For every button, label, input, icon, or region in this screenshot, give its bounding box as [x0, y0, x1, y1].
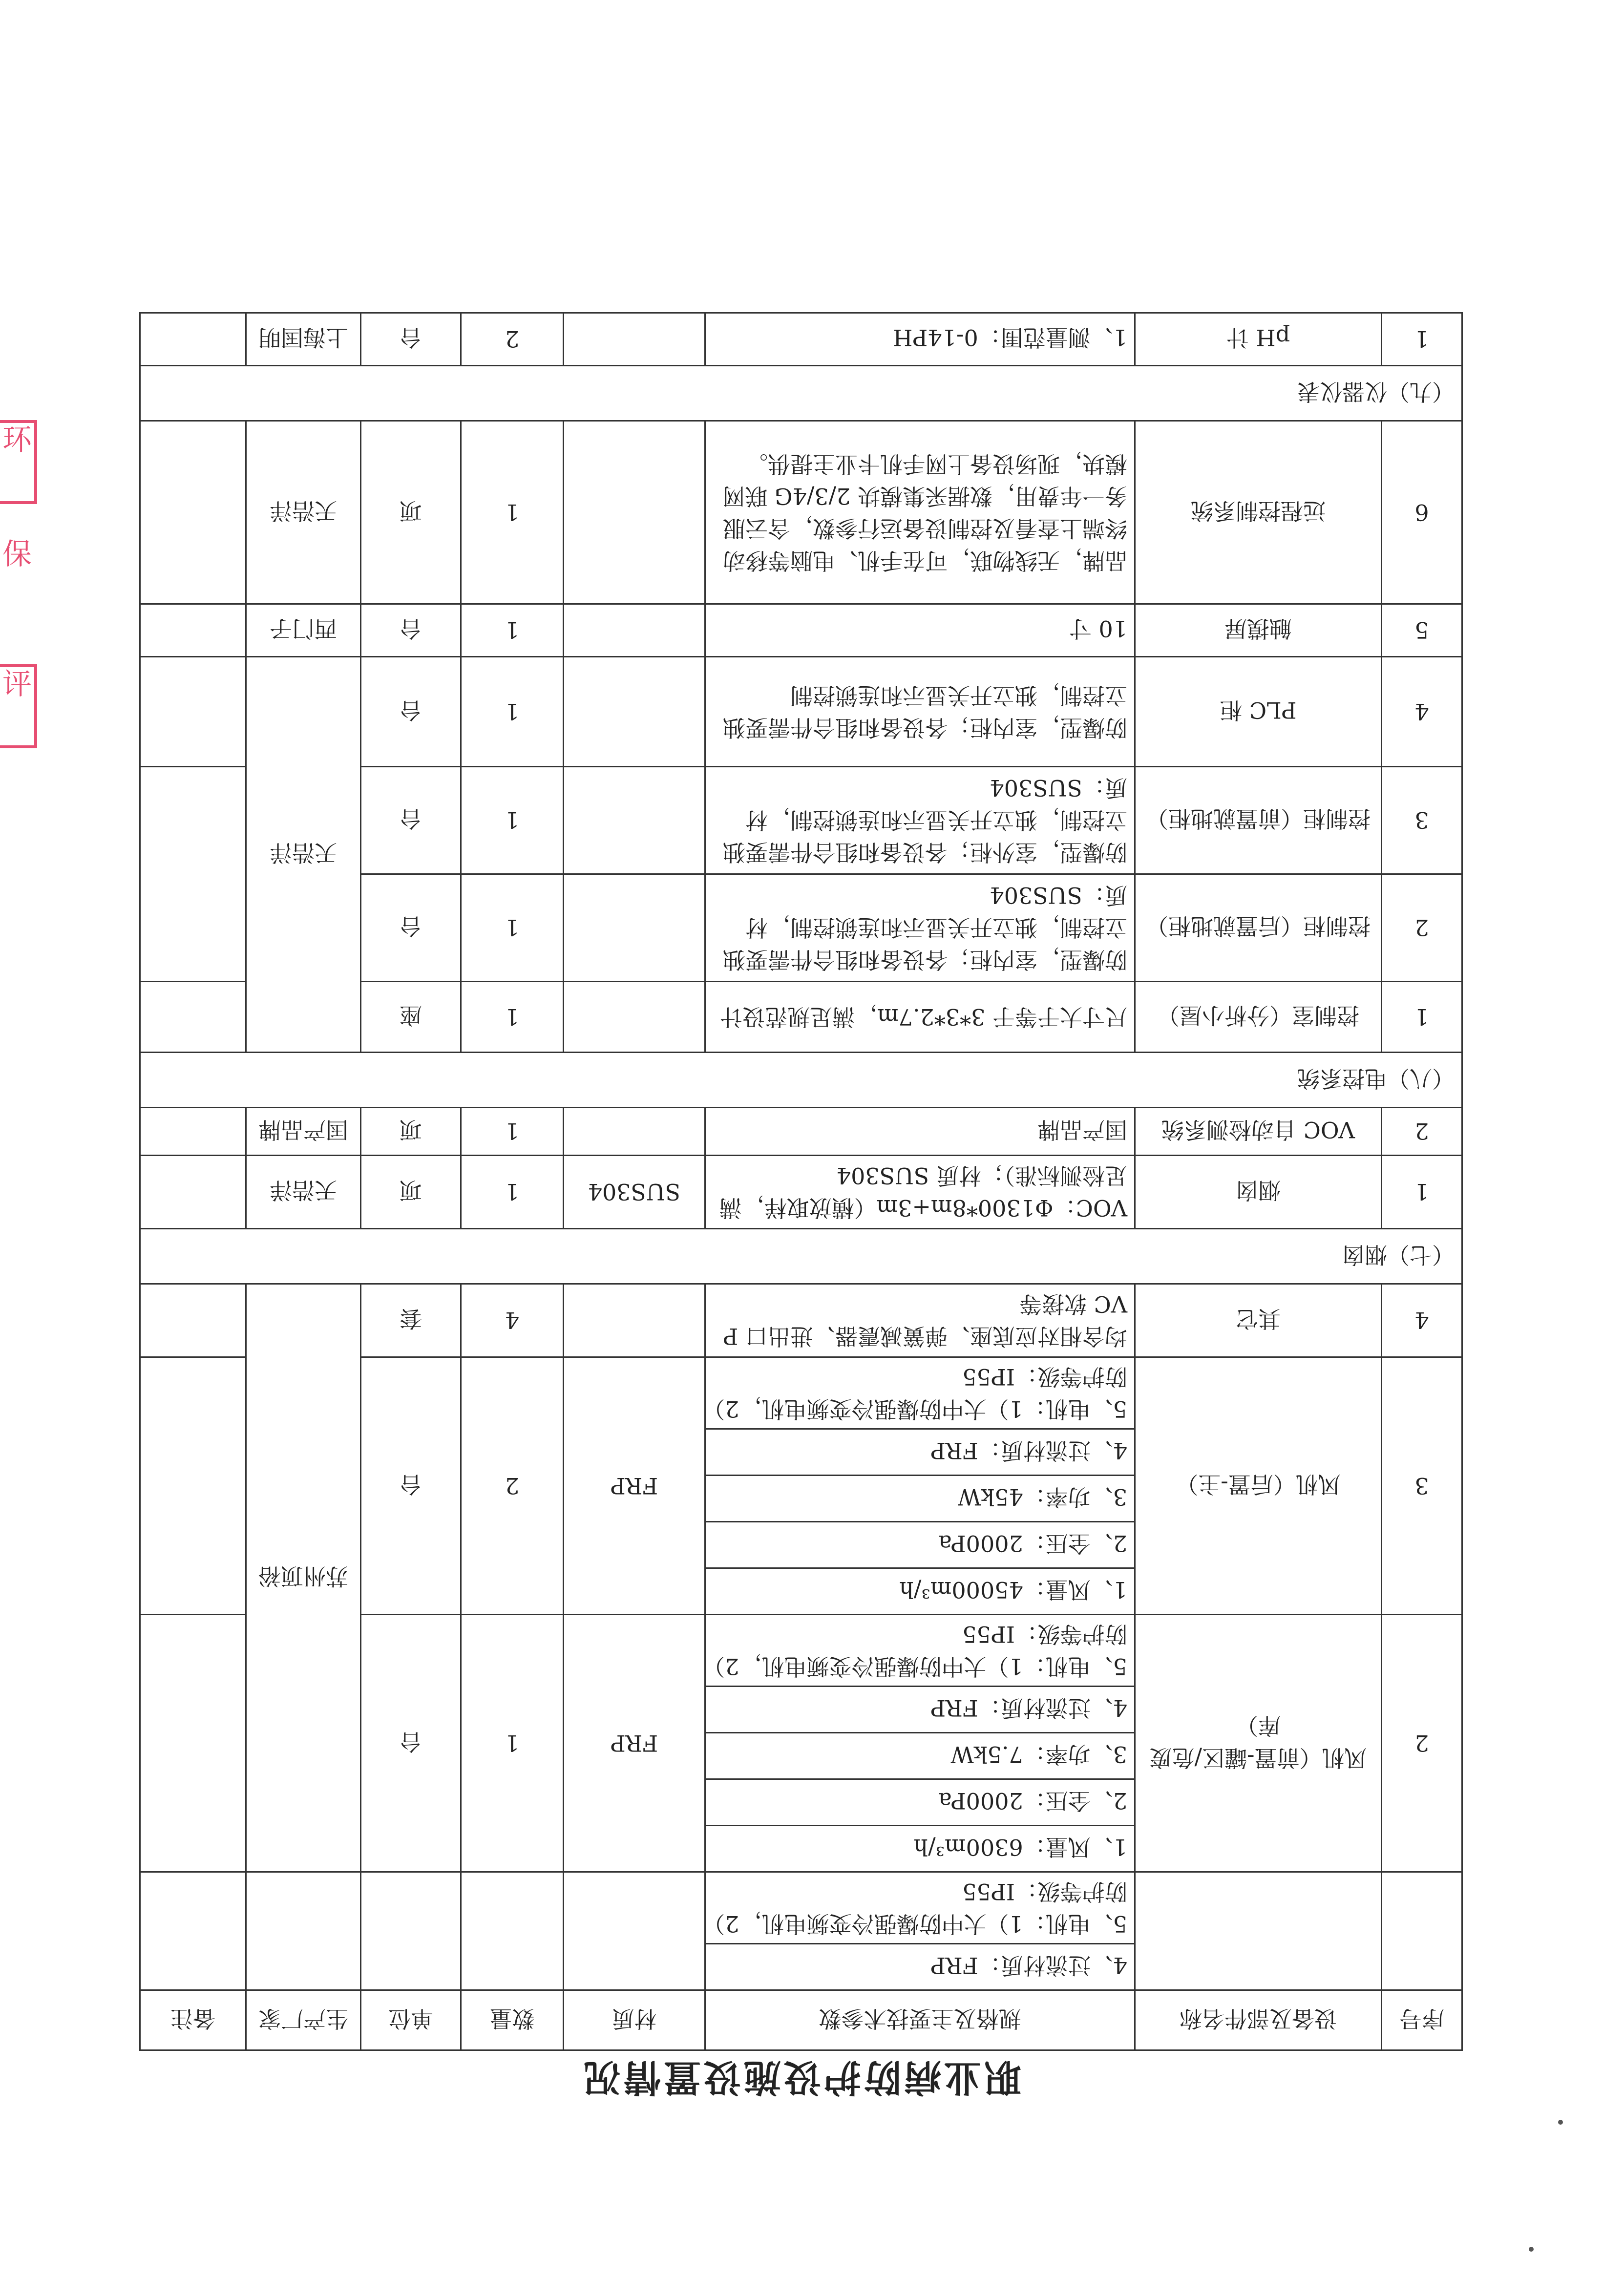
unit-cell: 项 — [361, 1156, 461, 1229]
quantity-cell: 1 — [461, 982, 564, 1053]
table-row — [140, 1108, 1462, 1156]
row-number: 3 — [1382, 767, 1462, 874]
row-number: 1 — [1382, 982, 1462, 1053]
remark-cell — [140, 421, 246, 604]
unit-cell: 台 — [361, 604, 461, 657]
unit-cell: 项 — [361, 1108, 461, 1156]
cell-empty — [246, 1872, 361, 1990]
row-number: 2 — [1382, 1108, 1462, 1156]
remark-cell — [140, 982, 246, 1053]
spec-cell: 4、过流材质：FRP — [705, 1429, 1135, 1476]
remark-cell — [140, 313, 246, 366]
material-cell — [564, 313, 705, 366]
header-cell: 设备及部件名称 — [1135, 1990, 1382, 2050]
equipment-name: 烟囱 — [1135, 1156, 1382, 1229]
unit-cell: 项 — [361, 421, 461, 604]
manufacturer-cell: 天浩洋 — [246, 421, 361, 604]
title-row — [140, 2050, 1462, 2110]
spec-cell: 5、电机：1）大中防爆强冷变频电机，2）防护等级：IP55 — [705, 1872, 1135, 1944]
scan-speck — [1558, 2120, 1563, 2125]
table-row — [140, 421, 1462, 604]
remark-cell — [140, 1108, 246, 1156]
spec-cell: 10 寸 — [705, 604, 1135, 657]
header-cell: 规格及主要技术参数 — [705, 1990, 1135, 2050]
row-number: 1 — [1382, 1156, 1462, 1229]
material-cell: SUS304 — [564, 1156, 705, 1229]
material-cell — [564, 982, 705, 1053]
spec-cell: 防爆型，室内柜；各设备和组合件需要独立控制，独立开关显示和连锁控制，材质：SUS304 — [705, 874, 1135, 982]
table-row — [140, 313, 1462, 366]
table-row — [140, 604, 1462, 657]
row-number: 4 — [1382, 1284, 1462, 1357]
section-row — [140, 366, 1462, 421]
row-number: 3 — [1382, 1357, 1462, 1615]
row-number: 2 — [1382, 874, 1462, 982]
quantity-cell: 1 — [461, 874, 564, 982]
equipment-name: 控制室（分析小屋） — [1135, 982, 1382, 1053]
rotated-page — [141, 195, 1463, 2110]
scan-speck — [1529, 2247, 1534, 2252]
row-number: 1 — [1382, 313, 1462, 366]
spec-cell: 5、电机：1）大中防爆强冷变频电机，2）防护等级：IP55 — [705, 1615, 1135, 1687]
material-cell — [564, 421, 705, 604]
remark-cell — [140, 1284, 246, 1357]
quantity-cell: 1 — [461, 421, 564, 604]
equipment-name: VOC 自动检测系统 — [1135, 1108, 1382, 1156]
row-number: 2 — [1382, 1615, 1462, 1872]
header-cell: 生产厂家 — [246, 1990, 361, 2050]
spec-cell: 国产品牌 — [705, 1108, 1135, 1156]
unit-cell: 座 — [361, 982, 461, 1053]
cell-empty — [461, 1872, 564, 1990]
quantity-cell: 1 — [461, 1156, 564, 1229]
equipment-name: 远程控制系统 — [1135, 421, 1382, 604]
row-number: 5 — [1382, 604, 1462, 657]
remark-cell — [140, 1156, 246, 1229]
row-number: 6 — [1382, 421, 1462, 604]
spec-cell: 1、风量：45000m³/h — [705, 1568, 1135, 1615]
spec-cell: 4、过流材质：FRP — [705, 1944, 1135, 1990]
section-row — [140, 1229, 1462, 1284]
facility-table — [139, 312, 1463, 2110]
spec-cell: 3、功率：7.5kW — [705, 1733, 1135, 1779]
cell-empty — [140, 1872, 246, 1990]
red-stamp-top: 环 — [0, 420, 37, 504]
manufacturer-cell: 苏州顶裕 — [246, 1284, 361, 1872]
spec-cell: 1、风量：6300m³/h — [705, 1826, 1135, 1872]
spec-cell: 防爆型，室内柜；各设备和组合件需要独立控制，独立开关显示和连锁控制 — [705, 657, 1135, 767]
row-number: 4 — [1382, 657, 1462, 767]
spec-cell: 防爆型，室外柜；各设备和组合件需要独立控制，独立开关显示和连锁控制，材质：SUS304 — [705, 767, 1135, 874]
equipment-name: 控制柜（后置就地柜） — [1135, 874, 1382, 982]
quantity-cell: 2 — [461, 1357, 564, 1615]
remark-cell — [140, 657, 246, 767]
table-row — [140, 1826, 1462, 1872]
equipment-name: 风机（后置-主） — [1135, 1357, 1382, 1615]
red-stamp-bottom: 评 — [0, 664, 37, 748]
spec-cell: 品牌，无线物联，可在手机、电脑等移动终端上查看及控制设备运行参数，含云服务一年费用，数据采集模块 2/3/4G 联网模块，现场设备上网手机卡业主提供。 — [705, 421, 1135, 604]
unit-cell: 台 — [361, 313, 461, 366]
spec-cell: 2、全压：2000Pa — [705, 1779, 1135, 1826]
equipment-name: PLC 柜 — [1135, 657, 1382, 767]
equipment-name: 风机（前置-罐区/危废库） — [1135, 1615, 1382, 1872]
manufacturer-cell: 天浩洋 — [246, 657, 361, 1053]
material-cell: FRP — [564, 1357, 705, 1615]
table-row — [140, 982, 1462, 1053]
cell-empty — [564, 1872, 705, 1990]
equipment-name: 其它 — [1135, 1284, 1382, 1357]
cell-empty — [1135, 1872, 1382, 1990]
quantity-cell: 1 — [461, 767, 564, 874]
material-cell — [564, 874, 705, 982]
header-row — [140, 1990, 1462, 2050]
material-cell: FRP — [564, 1615, 705, 1872]
spec-cell: 3、功率：45kW — [705, 1476, 1135, 1522]
unit-cell: 台 — [361, 1615, 461, 1872]
table-row — [140, 1944, 1462, 1990]
spec-cell: 尺寸大于等于 3*3*2.7m，满足规范设计 — [705, 982, 1135, 1053]
spec-cell: 4、过流材质：FRP — [705, 1687, 1135, 1733]
header-cell: 数量 — [461, 1990, 564, 2050]
material-cell — [564, 604, 705, 657]
header-cell: 单位 — [361, 1990, 461, 2050]
unit-cell: 台 — [361, 874, 461, 982]
quantity-cell: 1 — [461, 604, 564, 657]
quantity-cell: 1 — [461, 1108, 564, 1156]
section-heading: （七）烟囱 — [140, 1229, 1462, 1284]
quantity-cell: 4 — [461, 1284, 564, 1357]
remark-cell — [140, 1357, 246, 1615]
remark-cell — [140, 1615, 246, 1872]
section-heading: （九）仪器仪表 — [140, 366, 1462, 421]
quantity-cell: 1 — [461, 657, 564, 767]
table-row — [140, 1156, 1462, 1229]
equipment-name: pH 计 — [1135, 313, 1382, 366]
quantity-cell: 1 — [461, 1615, 564, 1872]
red-stamp-middle: 保 — [2, 537, 32, 571]
spec-cell: 2、全压：2000Pa — [705, 1522, 1135, 1568]
manufacturer-cell: 西门子 — [246, 604, 361, 657]
material-cell — [564, 1108, 705, 1156]
remark-cell — [140, 767, 246, 982]
header-cell: 备注 — [140, 1990, 246, 2050]
spec-cell: VOC：Φ1300*8m+3m（横放取样，满足检测标准）；材质 SUS304 — [705, 1156, 1135, 1229]
cell-empty — [1382, 1872, 1462, 1990]
quantity-cell: 2 — [461, 313, 564, 366]
equipment-name: 触摸屏 — [1135, 604, 1382, 657]
cell-empty — [361, 1872, 461, 1990]
header-cell: 材质 — [564, 1990, 705, 2050]
manufacturer-cell: 天浩洋 — [246, 1156, 361, 1229]
material-cell — [564, 657, 705, 767]
material-cell — [564, 767, 705, 874]
section-row — [140, 1053, 1462, 1108]
manufacturer-cell: 上海国明 — [246, 313, 361, 366]
unit-cell: 套 — [361, 1284, 461, 1357]
manufacturer-cell: 国产品牌 — [246, 1108, 361, 1156]
equipment-name: 控制柜（前置就地柜） — [1135, 767, 1382, 874]
spec-cell: 5、电机：1）大中防爆强冷变频电机，2）防护等级：IP55 — [705, 1357, 1135, 1429]
spec-cell: 均含相对应底座、弹簧减震器、进出口 PVC 软接等 — [705, 1284, 1135, 1357]
material-cell — [564, 1284, 705, 1357]
page-title: 职业病防护设施设置情况 — [140, 2050, 1462, 2110]
header-cell: 序号 — [1382, 1990, 1462, 2050]
remark-cell — [140, 604, 246, 657]
unit-cell: 台 — [361, 657, 461, 767]
unit-cell: 台 — [361, 767, 461, 874]
section-heading: （八）电控系统 — [140, 1053, 1462, 1108]
spec-cell: 1、测量范围：0-14PH — [705, 313, 1135, 366]
unit-cell: 台 — [361, 1357, 461, 1615]
